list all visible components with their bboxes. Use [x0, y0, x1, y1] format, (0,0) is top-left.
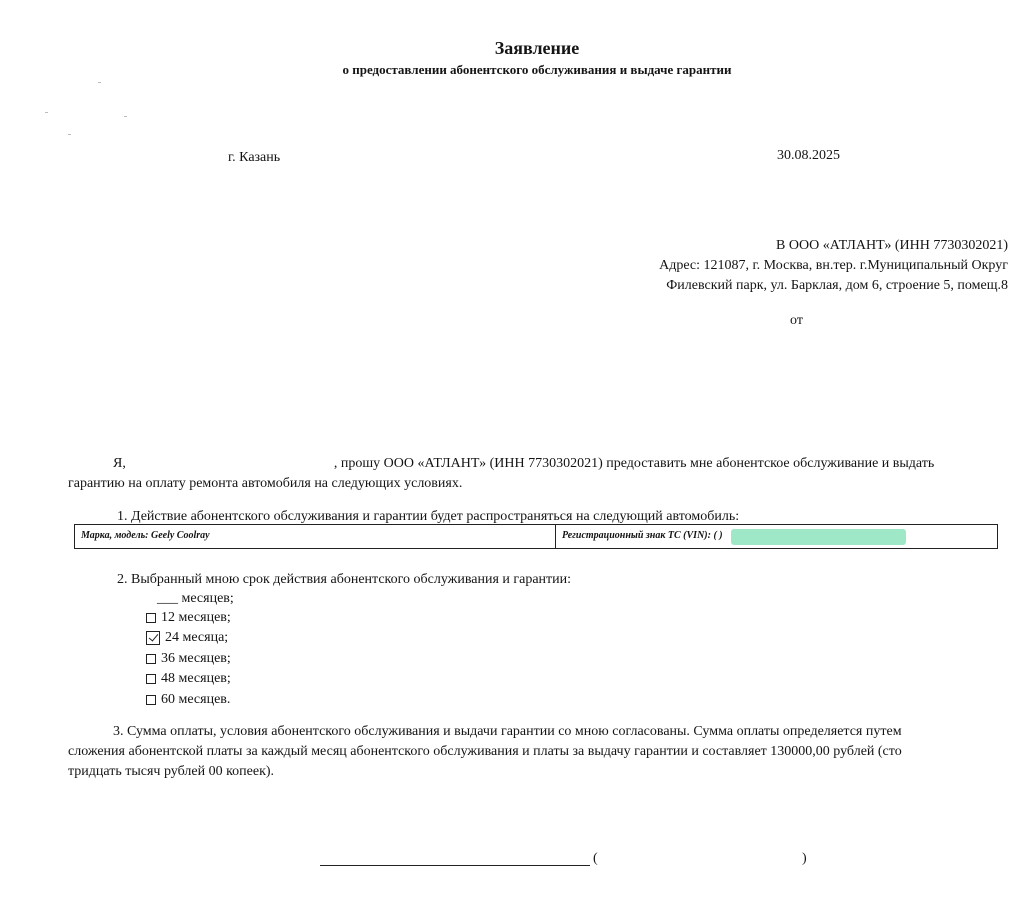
section3-paragraph — [68, 722, 1012, 782]
option-12-months[interactable] — [146, 610, 231, 626]
checkbox-checked-icon[interactable] — [146, 631, 160, 645]
checkbox-empty-icon[interactable] — [146, 613, 156, 623]
city: г. Казань — [228, 150, 281, 165]
recipient-address-line2: Филевский парк, ул. Барклая, дом 6, строение 5, помещ.8 — [666, 278, 1008, 293]
option-label: 12 месяцев; — [161, 610, 231, 625]
document-subtitle: о предоставлении абонентского обслуживания и выдаче гарантии — [342, 62, 732, 77]
document-date: 30.08.2025 — [777, 148, 840, 163]
signature-line[interactable] — [320, 851, 590, 866]
recipient-address-line1: Адрес: 121087, г. Москва, вн.тер. г.Муниципальный Округ — [659, 258, 1008, 273]
checkbox-empty-icon[interactable] — [146, 674, 156, 684]
scan-speck — [68, 134, 71, 135]
option-24-months[interactable] — [146, 630, 228, 646]
request-text-line2: гарантию на оплату ремонта автомобиля на следующих условиях. — [68, 476, 463, 491]
option-label: 36 месяцев; — [161, 651, 231, 666]
section1-text: 1. Действие абонентского обслуживания и гарантии будет распространяться на следующий автомобиль: — [117, 509, 740, 524]
section3-line1: 3. Сумма оплаты, условия абонентского обслуживания и выдачи гарантии со мною согласованы. Сумма оплаты определяется путем — [113, 724, 902, 739]
checkbox-empty-icon[interactable] — [146, 695, 156, 705]
redaction-highlight — [731, 529, 906, 545]
from-label: от — [790, 313, 803, 328]
option-36-months[interactable] — [146, 651, 231, 667]
request-text-line1: , прошу ООО «АТЛАНТ» (ИНН 7730302021) предоставить мне абонентское обслуживание и выдать — [333, 456, 935, 471]
vehicle-vin-cell — [556, 525, 997, 548]
months-blank-option: ___ месяцев; — [157, 591, 234, 606]
request-ya: Я, — [113, 456, 126, 471]
vehicle-model-cell: Марка, модель: Geely Coolray — [75, 525, 556, 548]
option-label: 48 месяцев; — [161, 671, 231, 686]
option-48-months[interactable] — [146, 671, 231, 687]
signature-paren-open: ( — [593, 851, 598, 866]
scan-speck — [45, 112, 48, 113]
section3-line3: тридцать тысяч рублей 00 копеек). — [68, 764, 275, 779]
recipient-company: В ООО «АТЛАНТ» (ИНН 7730302021) — [776, 238, 1008, 253]
document-title: Заявление — [494, 38, 580, 58]
checkbox-empty-icon[interactable] — [146, 654, 156, 664]
section3-line2: сложения абонентской платы за каждый месяц абонентского обслуживания и платы за выдачу гарантии и составляет 130000,00 рублей (сто — [68, 744, 902, 759]
vin-label: Регистрационный знак ТС (VIN): ( ) — [562, 530, 723, 541]
vehicle-table — [74, 524, 998, 549]
scan-speck — [98, 82, 101, 83]
scan-speck — [124, 116, 127, 117]
section2-text: 2. Выбранный мною срок действия абонентского обслуживания и гарантии: — [117, 572, 572, 587]
request-paragraph — [68, 454, 1012, 494]
option-label: 60 месяцев. — [161, 692, 231, 707]
option-label: 24 месяца; — [165, 630, 229, 645]
signature-paren-close: ) — [802, 851, 807, 866]
option-60-months[interactable] — [146, 692, 230, 708]
